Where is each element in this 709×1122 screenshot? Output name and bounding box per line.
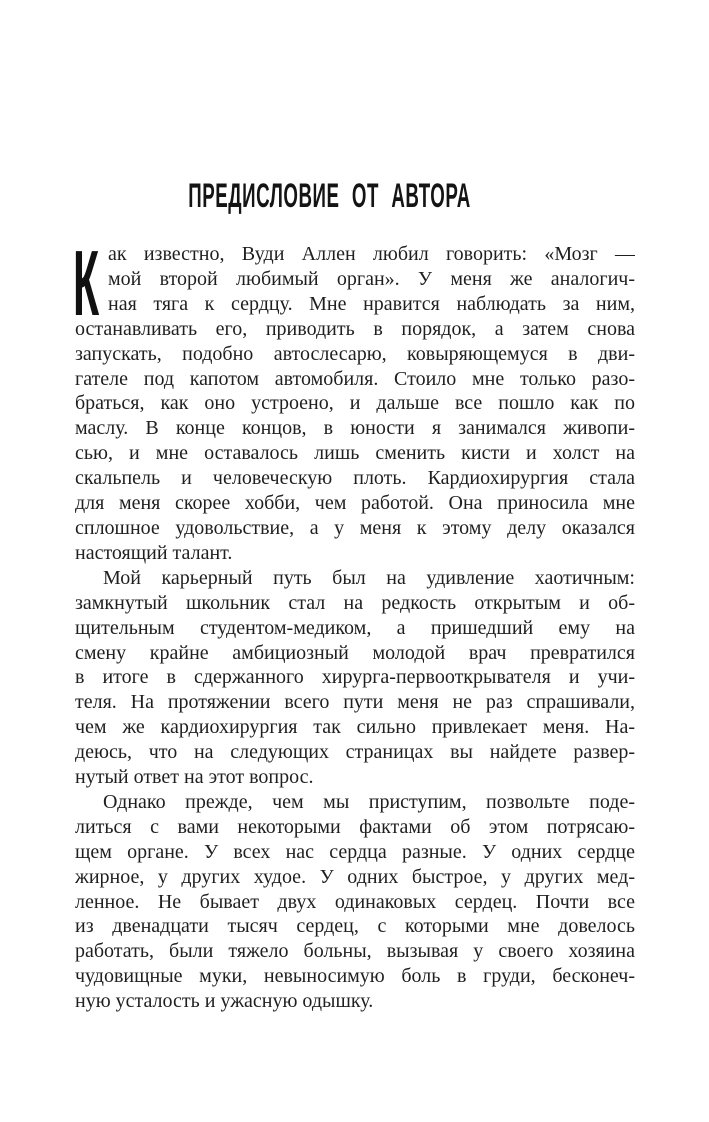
text-line: скальпель и человеческую плоть. Кардиохирургия стала: [75, 467, 635, 490]
text-line: мой второй любимый орган». У меня же аналогич-: [108, 267, 635, 290]
paragraphs-container: [73, 230, 635, 1014]
drop-cap-letter: К: [73, 230, 100, 335]
text-line: запускать, подобно автослесарю, ковыряющемуся в дви-: [75, 342, 635, 365]
text-line: ную усталость и ужасную одышку.: [75, 990, 374, 1013]
text-line: ная тяга к сердцу. Мне нравится наблюдать за ним,: [108, 292, 635, 315]
text-line: ак известно, Вуди Аллен любил говорить: «Мозг —: [108, 243, 635, 265]
text-line: замкнутый школьник стал на редкость открытым и об-: [75, 591, 635, 614]
text-line: деюсь, что на следующих страницах вы найдете развер-: [75, 741, 635, 764]
text-block: [73, 230, 635, 1014]
text-line: щительным студентом-медиком, а пришедший ему на: [75, 616, 635, 639]
text-line: в итоге в сдержанного хирурга-первооткрывателя и учи-: [75, 666, 635, 689]
text-line: нутый ответ на этот вопрос.: [75, 766, 314, 789]
text-line: гателе под капотом автомобиля. Стоило мне только разо-: [75, 367, 635, 390]
page-title: ПРЕДИСЛОВИЕ ОТ АВТОРА: [188, 176, 471, 215]
text-line: для меня скорее хобби, чем работой. Она приносила мне: [75, 492, 635, 515]
text-line: Мой карьерный путь был на удивление хаотичным:: [103, 566, 635, 589]
text-line: смену крайне амбициозный молодой врач превратился: [75, 641, 635, 664]
text-line: останавливать его, приводить в порядок, а затем снова: [75, 317, 635, 340]
text-line: ленное. Не бывает двух одинаковых сердец. Почти все: [75, 890, 635, 913]
text-line: работать, были тяжело больны, вызывая у своего хозяина: [75, 940, 635, 963]
text-line: чем же кардиохирургия так сильно привлекает меня. На-: [75, 716, 635, 739]
text-line: из двенадцати тысяч сердец, с которыми мне довелось: [75, 915, 635, 938]
text-line: маслу. В конце концов, в юности я занимался живопи-: [75, 417, 635, 440]
text-line: сью, и мне оставалось лишь сменить кисти и холст на: [75, 442, 635, 465]
text-line: настоящий талант.: [75, 541, 233, 564]
paragraph: [73, 230, 635, 566]
paragraph: [75, 566, 635, 790]
text-line: жирное, у других худое. У одних быстрое, у других мед-: [75, 865, 635, 888]
text-line: чудовищные муки, невыносимую боль в груди, бесконеч-: [75, 965, 635, 988]
text-line: щем органе. У всех нас сердца разные. У одних сердце: [75, 840, 635, 863]
text-line: литься с вами некоторыми фактами об этом потрясаю-: [75, 815, 635, 838]
text-line: теля. На протяжении всего пути меня не раз спрашивали,: [75, 691, 635, 714]
text-line: сплошное удовольствие, а у меня к этому делу оказался: [75, 516, 635, 539]
paragraph: [75, 790, 635, 1014]
text-line: Однако прежде, чем мы приступим, позвольте поде-: [103, 790, 635, 813]
text-line: браться, как оно устроено, и дальше все пошло как по: [75, 392, 635, 415]
